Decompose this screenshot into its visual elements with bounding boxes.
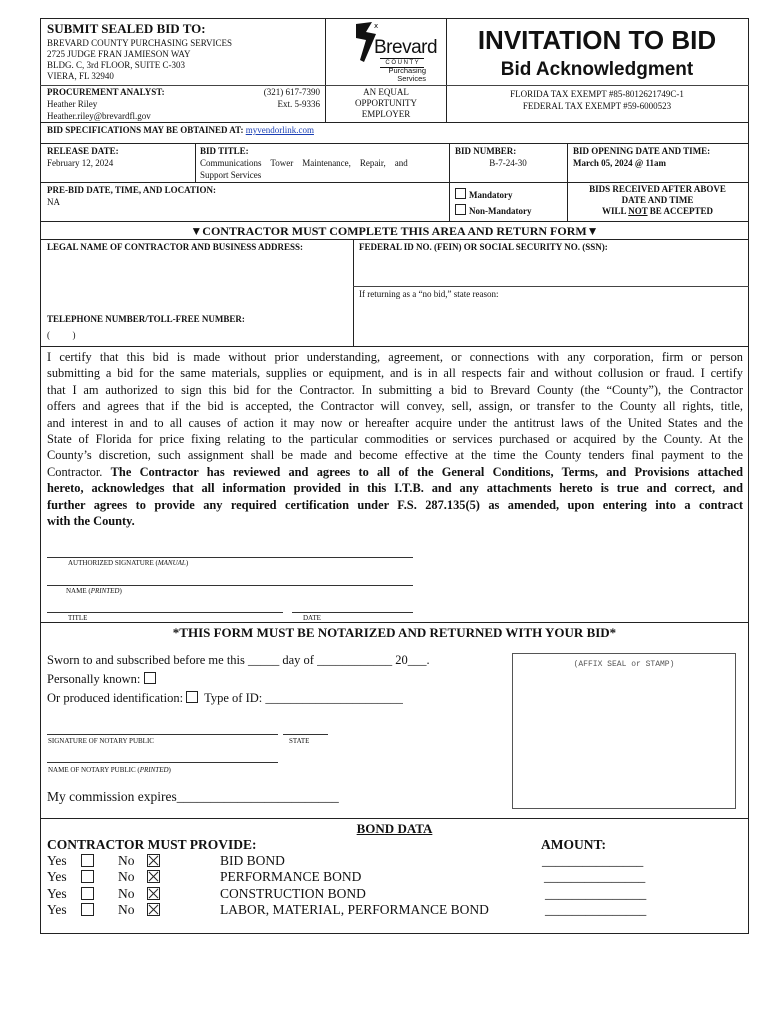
legal-name-field[interactable] [44,256,349,306]
bid-bond-no-checkbox[interactable] [147,854,160,867]
phone-label: TELEPHONE NUMBER/TOLL-FREE NUMBER: [47,314,245,324]
commission-expires[interactable]: My commission expires________________________ [47,789,339,804]
authorized-signature-line[interactable] [47,557,413,558]
amount-label: AMOUNT: [541,837,606,852]
certification-text: I certify that this bid is made without prior understanding, agreement, or connections with any corporation, firm or person submitting a bid for the same materials, supplies or equipment, and is in all respects fair and without collusion or fraud. I certify that I am authorized to sign this bid for the Contractor. In submitting a bid to Brevard County (the “County”), the Contractor offers and agrees that if the bid is accepted, the Contractor will convey, sell, assign, or transfer to the County all rights, title, and interest in and to all causes of action it may now or hereafter acquire under the antitrust laws of the United States and the State of Florida for price fixing relating to the particular commodities or services purchased or acquired by the County. At the County’s discretion, such assignment shall be made and become effective at the time the County tenders final payment to the Contractor. The Contractor has reviewed and agrees to all of the General Conditions, Terms, and Provisions attached hereto, acknowledges that all information provided in this I.T.B. and any attachments hereto is true and correct, and further agrees to provide any required certification under F.S. 287.135(5) as amended, upon entering into a contract with the County. [47,350,743,529]
analyst-phone: (321) 617-7390 [263,87,320,97]
produced-id: Or produced identification: Type of ID: ______________________ [47,691,403,705]
equal-opportunity: AN EQUAL OPPORTUNITY EMPLOYER [355,87,417,119]
contractor-banner: ▼CONTRACTOR MUST COMPLETE THIS AREA AND RETURN FORM▼ [190,224,599,238]
frame-top [40,18,749,19]
logo-sub1: Purchasing [388,66,426,75]
address-line: VIERA, FL 32940 [47,71,114,81]
bid-opening-label: BID OPENING DATE AND TIME: [573,146,711,156]
date-label: DATE [303,614,321,622]
bid-bond-yes-checkbox[interactable] [81,854,94,867]
tax-exempt-fl: FLORIDA TAX EXEMPT #85-8012621749C-1 [510,89,684,99]
notary-state-label: STATE [289,737,310,745]
sworn-line: Sworn to and subscribed before me this _____ day of ____________ 20___. [47,653,430,667]
notary-name-label: NAME OF NOTARY PUBLIC (PRINTED) [48,766,171,774]
bond-name: LABOR, MATERIAL, PERFORMANCE BOND [220,902,489,917]
authorized-signature-label: AUTHORIZED SIGNATURE (MANUAL) [68,559,189,567]
late-bids-notice: BIDS RECEIVED AFTER ABOVE DATE AND TIME WILL NOT BE ACCEPTED [589,184,726,216]
fein-label: FEDERAL ID NO. (FEIN) OR SOCIAL SECURITY NO. (SSN): [359,242,608,252]
notary-state-line[interactable] [283,734,328,735]
notary-name-line[interactable] [47,762,278,763]
bond-name: BID BOND [220,853,285,868]
bid-title-line1: Communications Tower Maintenance, Repair, and [200,158,408,168]
bond-name: PERFORMANCE BOND [220,869,362,884]
personally-known-checkbox[interactable] [144,672,156,684]
release-date-value: February 12, 2024 [47,158,114,168]
bid-title-label: BID TITLE: [200,146,249,156]
frame-right [748,18,749,934]
address-block [47,38,232,82]
legal-name-label: LEGAL NAME OF CONTRACTOR AND BUSINESS ADDRESS: [47,242,304,252]
personally-known: Personally known: [47,672,159,687]
fein-field[interactable] [357,256,745,284]
logo-text: Brevard [374,37,438,58]
frame-bottom [40,933,749,934]
specs-line [47,125,314,136]
construction-bond-yes-checkbox[interactable] [81,887,94,900]
mandatory-checkbox[interactable] [455,188,466,199]
specs-link[interactable]: myvendorlink.com [245,125,314,135]
non-mandatory-option[interactable]: Non-Mandatory [455,204,532,217]
no-bid-reason-field[interactable] [357,302,745,344]
performance-bond-yes-checkbox[interactable] [81,870,94,883]
tax-exempt-fed: FEDERAL TAX EXEMPT #59-6000523 [522,101,672,111]
bond-amount-field[interactable]: _______________ [545,902,647,917]
bond-amount-field[interactable]: _______________ [544,869,646,884]
type-of-id-field[interactable]: Type of ID: ______________________ [204,691,403,705]
bid-opening-value: March 05, 2024 @ 11am [573,158,666,168]
prebid-value: NA [47,197,60,207]
title-line[interactable] [47,612,283,613]
notary-signature-label: SIGNATURE OF NOTARY PUBLIC [48,737,154,745]
notary-signature-line[interactable] [47,734,278,735]
bid-title-line2: Support Services [200,170,262,180]
title-label: TITLE [68,614,88,622]
date-line[interactable] [292,612,413,613]
phone-field[interactable]: ( ) [47,330,76,340]
address-line: BREVARD COUNTY PURCHASING SERVICES [47,38,233,48]
frame-left [40,18,41,934]
bid-number-label: BID NUMBER: [455,146,517,156]
analyst-label: PROCUREMENT ANALYST: [47,87,165,97]
bond-amount-field[interactable]: _______________ [545,886,647,901]
produced-id-checkbox[interactable] [186,691,198,703]
construction-bond-no-checkbox[interactable] [147,887,160,900]
non-mandatory-checkbox[interactable] [455,204,466,215]
analyst-email[interactable]: Heather.riley@brevardfl.gov [47,111,151,121]
bond-data-title: BOND DATA [356,821,433,836]
bond-name: CONSTRUCTION BOND [220,886,366,901]
svg-text:x: x [374,22,379,30]
prebid-label: PRE-BID DATE, TIME, AND LOCATION: [47,185,217,195]
page-subtitle: Bid Acknowledgment [500,59,694,80]
brevard-logo [348,20,438,84]
performance-bond-no-checkbox[interactable] [147,870,160,883]
labor-material-bond-yes-checkbox[interactable] [81,903,94,916]
contractor-must-provide: CONTRACTOR MUST PROVIDE: [47,837,257,852]
logo-sub2: Services [397,74,426,83]
printed-name-label: NAME (PRINTED) [66,587,122,595]
address-line: 2725 JUDGE FRAN JAMIESON WAY [47,49,191,59]
notary-banner: *THIS FORM MUST BE NOTARIZED AND RETURNED WITH YOUR BID* [172,625,617,640]
bid-number-value: B-7-24-30 [489,158,527,168]
labor-material-bond-no-checkbox[interactable] [147,903,160,916]
analyst-ext: Ext. 5-9336 [277,99,320,109]
logo-county: C O U N T Y [380,58,424,68]
bond-amount-field[interactable]: _______________ [542,853,644,868]
submit-title: SUBMIT SEALED BID TO: [47,21,206,36]
specs-label: BID SPECIFICATIONS MAY BE OBTAINED AT: [47,125,244,135]
address-line: BLDG. C, 3rd FLOOR, SUITE C-303 [47,60,186,70]
page-title: INVITATION TO BID [477,25,717,55]
seal-label: (AFFIX SEAL or STAMP) [573,660,675,669]
seal-box [512,653,736,809]
analyst-name: Heather Riley [47,99,98,109]
no-bid-label: If returning as a “no bid,” state reason: [359,289,499,299]
release-date-label: RELEASE DATE: [47,146,119,156]
mandatory-option[interactable]: Mandatory [455,188,513,201]
printed-name-line[interactable] [47,585,413,586]
